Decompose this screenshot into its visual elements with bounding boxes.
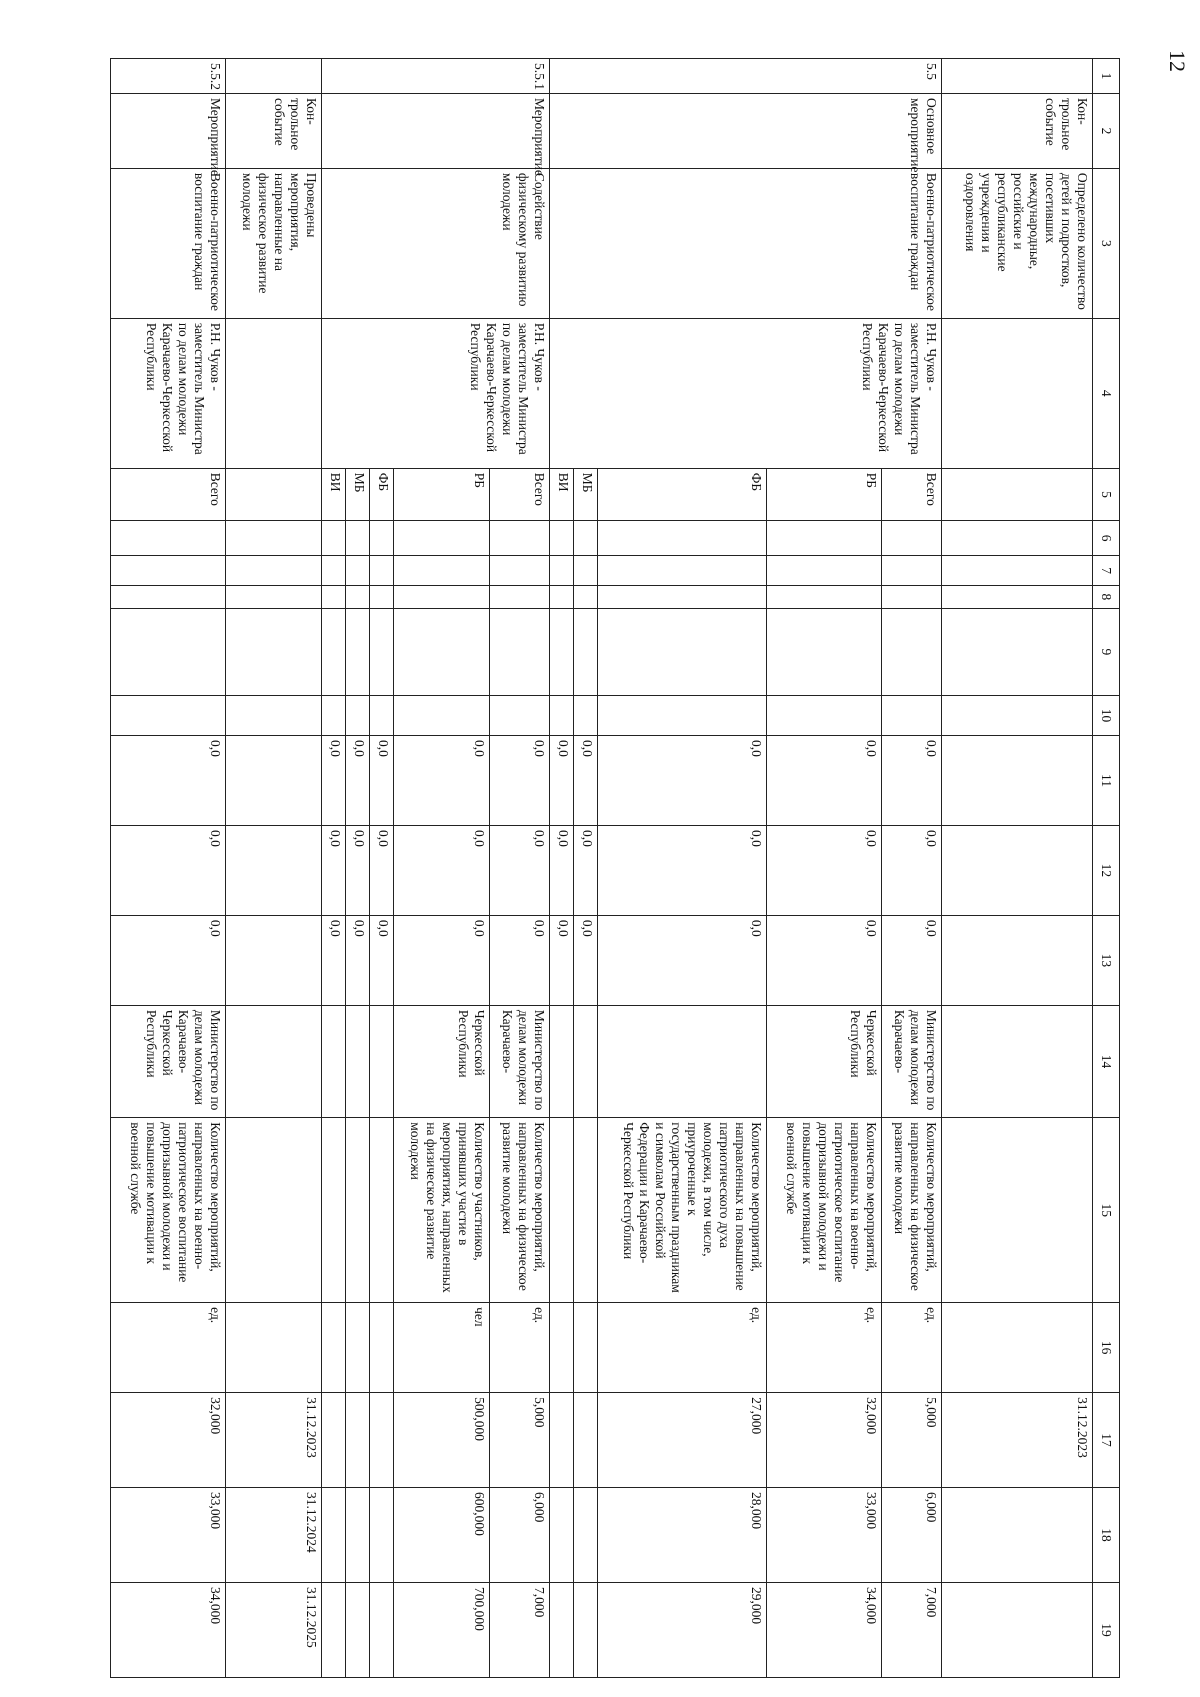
empty-cell xyxy=(111,521,226,556)
empty-cell xyxy=(322,608,346,695)
value-2023-cell: 500,000 xyxy=(393,1393,489,1488)
executor-cell xyxy=(369,1005,393,1117)
funding-source-cell: ВИ xyxy=(550,468,574,520)
value-2025-cell: 7,000 xyxy=(881,1582,941,1677)
row-number-cell: 5.5.1 xyxy=(322,59,550,94)
column-header: 8 xyxy=(1093,586,1120,608)
empty-cell xyxy=(881,586,941,608)
value-2024-cell: 33,000 xyxy=(111,1488,226,1583)
empty-cell xyxy=(111,586,226,608)
funding-source-cell: ФБ xyxy=(369,468,393,520)
indicator-cell xyxy=(346,1118,370,1303)
amount-cell: 0,0 xyxy=(550,915,574,1005)
value-2025-cell: 34,000 xyxy=(767,1582,882,1677)
amount-cell: 0,0 xyxy=(369,825,393,915)
value-2025-cell: 7,000 xyxy=(490,1582,550,1677)
column-number-row xyxy=(1093,59,1120,1678)
value-2023-cell: 31.12.2023 xyxy=(225,1393,321,1488)
empty-cell xyxy=(346,556,370,586)
executor-cell: Министерство по делам молодежи Карачаево- xyxy=(881,1005,941,1117)
value-2025-cell: 700,000 xyxy=(393,1582,489,1677)
empty-cell xyxy=(598,586,767,608)
amount-cell: 0,0 xyxy=(490,915,550,1005)
executor-cell: Черкесской Республики xyxy=(767,1005,882,1117)
value-2023-cell: 32,000 xyxy=(111,1393,226,1488)
empty-cell xyxy=(881,608,941,695)
responsible-cell xyxy=(942,318,1093,468)
value-2024-cell: 28,000 xyxy=(598,1488,767,1583)
empty-cell xyxy=(322,586,346,608)
value-2024-cell: 31.12.2024 xyxy=(225,1488,321,1583)
value-2023-cell xyxy=(369,1393,393,1488)
funding-source-cell: РБ xyxy=(393,468,489,520)
empty-cell xyxy=(942,521,1093,556)
unit-cell: ед. xyxy=(881,1303,941,1393)
amount-cell: 0,0 xyxy=(322,825,346,915)
empty-cell xyxy=(225,586,321,608)
empty-cell xyxy=(574,608,598,695)
empty-cell xyxy=(393,521,489,556)
amount-cell xyxy=(225,915,321,1005)
funding-source-cell: ФБ xyxy=(598,468,767,520)
column-header: 3 xyxy=(1093,168,1120,318)
row-title-cell: Содействие физическому развитию молодежи xyxy=(322,168,550,318)
indicator-cell: Количество мероприятий, направленных на физическое развитие молодежи xyxy=(881,1118,941,1303)
amount-cell: 0,0 xyxy=(322,915,346,1005)
value-2025-cell: 29,000 xyxy=(598,1582,767,1677)
value-2025-cell: 34,000 xyxy=(111,1582,226,1677)
unit-cell xyxy=(369,1303,393,1393)
indicator-cell xyxy=(322,1118,346,1303)
column-header: 14 xyxy=(1093,1005,1120,1117)
empty-cell xyxy=(346,608,370,695)
empty-cell xyxy=(767,586,882,608)
amount-cell: 0,0 xyxy=(369,915,393,1005)
empty-cell xyxy=(767,521,882,556)
amount-cell xyxy=(225,825,321,915)
column-header: 11 xyxy=(1093,736,1120,826)
indicator-cell: Количество мероприятий, направленных на военно-патриотическое воспитание допризывной молодежи и повышение мотивации к военной службе xyxy=(111,1118,226,1303)
table-row xyxy=(490,59,550,1678)
value-2025-cell xyxy=(550,1582,574,1677)
amount-cell: 0,0 xyxy=(393,736,489,826)
amount-cell: 0,0 xyxy=(767,736,882,826)
table-row xyxy=(225,59,321,1678)
empty-cell xyxy=(369,696,393,736)
empty-cell xyxy=(393,696,489,736)
empty-cell xyxy=(111,608,226,695)
value-2024-cell xyxy=(574,1488,598,1583)
column-header: 17 xyxy=(1093,1393,1120,1488)
empty-cell xyxy=(322,521,346,556)
empty-cell xyxy=(490,608,550,695)
amount-cell: 0,0 xyxy=(490,825,550,915)
amount-cell: 0,0 xyxy=(767,825,882,915)
amount-cell: 0,0 xyxy=(598,736,767,826)
funding-source-cell xyxy=(942,468,1093,520)
executor-cell xyxy=(574,1005,598,1117)
empty-cell xyxy=(369,556,393,586)
executor-cell xyxy=(322,1005,346,1117)
amount-cell: 0,0 xyxy=(881,825,941,915)
amount-cell: 0,0 xyxy=(881,736,941,826)
column-header: 10 xyxy=(1093,696,1120,736)
value-2023-cell: 5,000 xyxy=(490,1393,550,1488)
empty-cell xyxy=(225,608,321,695)
amount-cell: 0,0 xyxy=(490,736,550,826)
funding-source-cell: МБ xyxy=(574,468,598,520)
value-2024-cell: 33,000 xyxy=(767,1488,882,1583)
row-title-cell: Определено количество детей и подростков, посетивших международные, российские и республиканские учреждения и оздоровления xyxy=(942,168,1093,318)
executor-cell: Министерство по делам молодежи Карачаево- xyxy=(490,1005,550,1117)
executor-cell xyxy=(598,1005,767,1117)
empty-cell xyxy=(550,696,574,736)
empty-cell xyxy=(767,556,882,586)
empty-cell xyxy=(550,586,574,608)
indicator-cell: Количество мероприятий, направленных на повышение патриотического духа молодежи, в том числе, приуроченные к государственным праздникам и символам Российской Федерации и Карачаево-Черкесской Республики xyxy=(598,1118,767,1303)
value-2023-cell: 27,000 xyxy=(598,1393,767,1488)
row-type-cell: Кон-трольное событие xyxy=(225,93,321,168)
value-2023-cell: 32,000 xyxy=(767,1393,882,1488)
indicator-cell: Количество участников, принявших участие в мероприятиях, направленных на физическое развитие молодежи xyxy=(393,1118,489,1303)
executor-cell xyxy=(346,1005,370,1117)
amount-cell xyxy=(942,825,1093,915)
unit-cell: ед. xyxy=(111,1303,226,1393)
row-number-cell: 5.5.2 xyxy=(111,59,226,94)
amount-cell: 0,0 xyxy=(346,915,370,1005)
empty-cell xyxy=(574,696,598,736)
amount-cell: 0,0 xyxy=(574,736,598,826)
page-number: 12 xyxy=(1165,50,1190,72)
responsible-cell xyxy=(225,318,321,468)
column-header: 7 xyxy=(1093,556,1120,586)
row-type-cell: Кон-трольное событие xyxy=(942,93,1093,168)
amount-cell: 0,0 xyxy=(369,736,393,826)
empty-cell xyxy=(393,556,489,586)
table-row xyxy=(942,59,1093,1678)
value-2024-cell xyxy=(369,1488,393,1583)
empty-cell xyxy=(881,556,941,586)
value-2025-cell xyxy=(346,1582,370,1677)
empty-cell xyxy=(574,556,598,586)
funding-source-cell: Всего xyxy=(881,468,941,520)
responsible-cell: Р.Н. Чуков - заместитель Министра по делам молодежи Карачаево-Черкесской Республики xyxy=(322,318,550,468)
row-title-cell: Проведены мероприятия, направленные на физическое развитие молодежи xyxy=(225,168,321,318)
executor-cell: Черкесской Республики xyxy=(393,1005,489,1117)
funding-source-cell: Всего xyxy=(111,468,226,520)
column-header: 1 xyxy=(1093,59,1120,94)
value-2024-cell xyxy=(322,1488,346,1583)
value-2024-cell xyxy=(550,1488,574,1583)
amount-cell: 0,0 xyxy=(111,915,226,1005)
empty-cell xyxy=(111,556,226,586)
column-header: 4 xyxy=(1093,318,1120,468)
funding-source-cell: РБ xyxy=(767,468,882,520)
empty-cell xyxy=(881,696,941,736)
row-type-cell: Основное мероприятие xyxy=(550,93,942,168)
funding-source-cell: МБ xyxy=(346,468,370,520)
amount-cell: 0,0 xyxy=(393,915,489,1005)
amount-cell: 0,0 xyxy=(574,825,598,915)
value-2023-cell: 5,000 xyxy=(881,1393,941,1488)
value-2023-cell xyxy=(322,1393,346,1488)
column-header: 6 xyxy=(1093,521,1120,556)
row-type-cell: Мероприятие xyxy=(322,93,550,168)
empty-cell xyxy=(225,696,321,736)
value-2025-cell xyxy=(369,1582,393,1677)
empty-cell xyxy=(942,608,1093,695)
value-2025-cell: 31.12.2025 xyxy=(225,1582,321,1677)
amount-cell: 0,0 xyxy=(550,825,574,915)
column-header: 19 xyxy=(1093,1582,1120,1677)
amount-cell: 0,0 xyxy=(881,915,941,1005)
empty-cell xyxy=(490,586,550,608)
amount-cell: 0,0 xyxy=(550,736,574,826)
indicator-cell xyxy=(574,1118,598,1303)
empty-cell xyxy=(369,521,393,556)
amount-cell: 0,0 xyxy=(598,825,767,915)
empty-cell xyxy=(550,608,574,695)
rotated-table-wrapper xyxy=(110,58,1120,1678)
unit-cell xyxy=(225,1303,321,1393)
empty-cell xyxy=(942,586,1093,608)
empty-cell xyxy=(881,521,941,556)
value-2025-cell xyxy=(942,1582,1093,1677)
value-2024-cell: 600,000 xyxy=(393,1488,489,1583)
row-number-cell: 5.5 xyxy=(550,59,942,94)
empty-cell xyxy=(369,586,393,608)
unit-cell xyxy=(550,1303,574,1393)
unit-cell xyxy=(574,1303,598,1393)
value-2023-cell xyxy=(550,1393,574,1488)
empty-cell xyxy=(767,608,882,695)
column-header: 5 xyxy=(1093,468,1120,520)
indicator-cell xyxy=(550,1118,574,1303)
empty-cell xyxy=(225,556,321,586)
value-2024-cell xyxy=(942,1488,1093,1583)
empty-cell xyxy=(490,556,550,586)
executor-cell xyxy=(550,1005,574,1117)
empty-cell xyxy=(490,696,550,736)
empty-cell xyxy=(767,696,882,736)
empty-cell xyxy=(369,608,393,695)
amount-cell: 0,0 xyxy=(574,915,598,1005)
row-title-cell: Военно-патриотическое воспитание граждан xyxy=(550,168,942,318)
unit-cell: ед. xyxy=(598,1303,767,1393)
empty-cell xyxy=(942,696,1093,736)
empty-cell xyxy=(322,556,346,586)
amount-cell: 0,0 xyxy=(393,825,489,915)
indicator-cell: Количество мероприятий, направленных на военно-патриотическое воспитание допризывной молодежи и повышение мотивации к военной службе xyxy=(767,1118,882,1303)
empty-cell xyxy=(490,521,550,556)
empty-cell xyxy=(574,521,598,556)
value-2023-cell xyxy=(574,1393,598,1488)
unit-cell xyxy=(322,1303,346,1393)
empty-cell xyxy=(598,696,767,736)
empty-cell xyxy=(598,556,767,586)
empty-cell xyxy=(550,556,574,586)
row-number-cell xyxy=(225,59,321,94)
program-table xyxy=(110,58,1120,1678)
empty-cell xyxy=(550,521,574,556)
row-number-cell xyxy=(942,59,1093,94)
amount-cell: 0,0 xyxy=(111,825,226,915)
value-2023-cell xyxy=(346,1393,370,1488)
executor-cell xyxy=(225,1005,321,1117)
indicator-cell: Количество мероприятий, направленных на физическое развитие молодежи xyxy=(490,1118,550,1303)
empty-cell xyxy=(393,586,489,608)
responsible-cell: Р.Н. Чуков - заместитель Министра по делам молодежи Карачаево-Черкесской Республики xyxy=(550,318,942,468)
indicator-cell xyxy=(225,1118,321,1303)
value-2023-cell: 31.12.2023 xyxy=(942,1393,1093,1488)
executor-cell: Министерство по делам молодежи Карачаево-Черкесской Республики xyxy=(111,1005,226,1117)
indicator-cell xyxy=(369,1118,393,1303)
empty-cell xyxy=(598,521,767,556)
unit-cell: ед. xyxy=(767,1303,882,1393)
empty-cell xyxy=(346,521,370,556)
table-row xyxy=(111,59,226,1678)
column-header: 13 xyxy=(1093,915,1120,1005)
empty-cell xyxy=(346,586,370,608)
responsible-cell: Р.Н. Чуков - заместитель Министра по делам молодежи Карачаево-Черкесской Республики xyxy=(111,318,226,468)
amount-cell xyxy=(942,736,1093,826)
amount-cell: 0,0 xyxy=(767,915,882,1005)
value-2024-cell xyxy=(346,1488,370,1583)
funding-source-cell: ВИ xyxy=(322,468,346,520)
column-header: 9 xyxy=(1093,608,1120,695)
value-2024-cell: 6,000 xyxy=(490,1488,550,1583)
amount-cell: 0,0 xyxy=(346,825,370,915)
amount-cell: 0,0 xyxy=(598,915,767,1005)
amount-cell xyxy=(225,736,321,826)
funding-source-cell: Всего xyxy=(490,468,550,520)
empty-cell xyxy=(225,521,321,556)
empty-cell xyxy=(942,556,1093,586)
empty-cell xyxy=(574,586,598,608)
indicator-cell xyxy=(942,1118,1093,1303)
column-header: 15 xyxy=(1093,1118,1120,1303)
executor-cell xyxy=(942,1005,1093,1117)
row-title-cell: Военно-патриотическое воспитание граждан xyxy=(111,168,226,318)
value-2024-cell: 6,000 xyxy=(881,1488,941,1583)
amount-cell: 0,0 xyxy=(322,736,346,826)
column-header: 16 xyxy=(1093,1303,1120,1393)
empty-cell xyxy=(598,608,767,695)
value-2025-cell xyxy=(322,1582,346,1677)
column-header: 2 xyxy=(1093,93,1120,168)
unit-cell: ед. xyxy=(490,1303,550,1393)
funding-source-cell xyxy=(225,468,321,520)
row-type-cell: Мероприятие xyxy=(111,93,226,168)
unit-cell xyxy=(942,1303,1093,1393)
empty-cell xyxy=(346,696,370,736)
amount-cell: 0,0 xyxy=(346,736,370,826)
empty-cell xyxy=(393,608,489,695)
table-row xyxy=(881,59,941,1678)
empty-cell xyxy=(111,696,226,736)
column-header: 12 xyxy=(1093,825,1120,915)
amount-cell: 0,0 xyxy=(111,736,226,826)
amount-cell xyxy=(942,915,1093,1005)
value-2025-cell xyxy=(574,1582,598,1677)
column-header: 18 xyxy=(1093,1488,1120,1583)
empty-cell xyxy=(322,696,346,736)
unit-cell: чел xyxy=(393,1303,489,1393)
unit-cell xyxy=(346,1303,370,1393)
